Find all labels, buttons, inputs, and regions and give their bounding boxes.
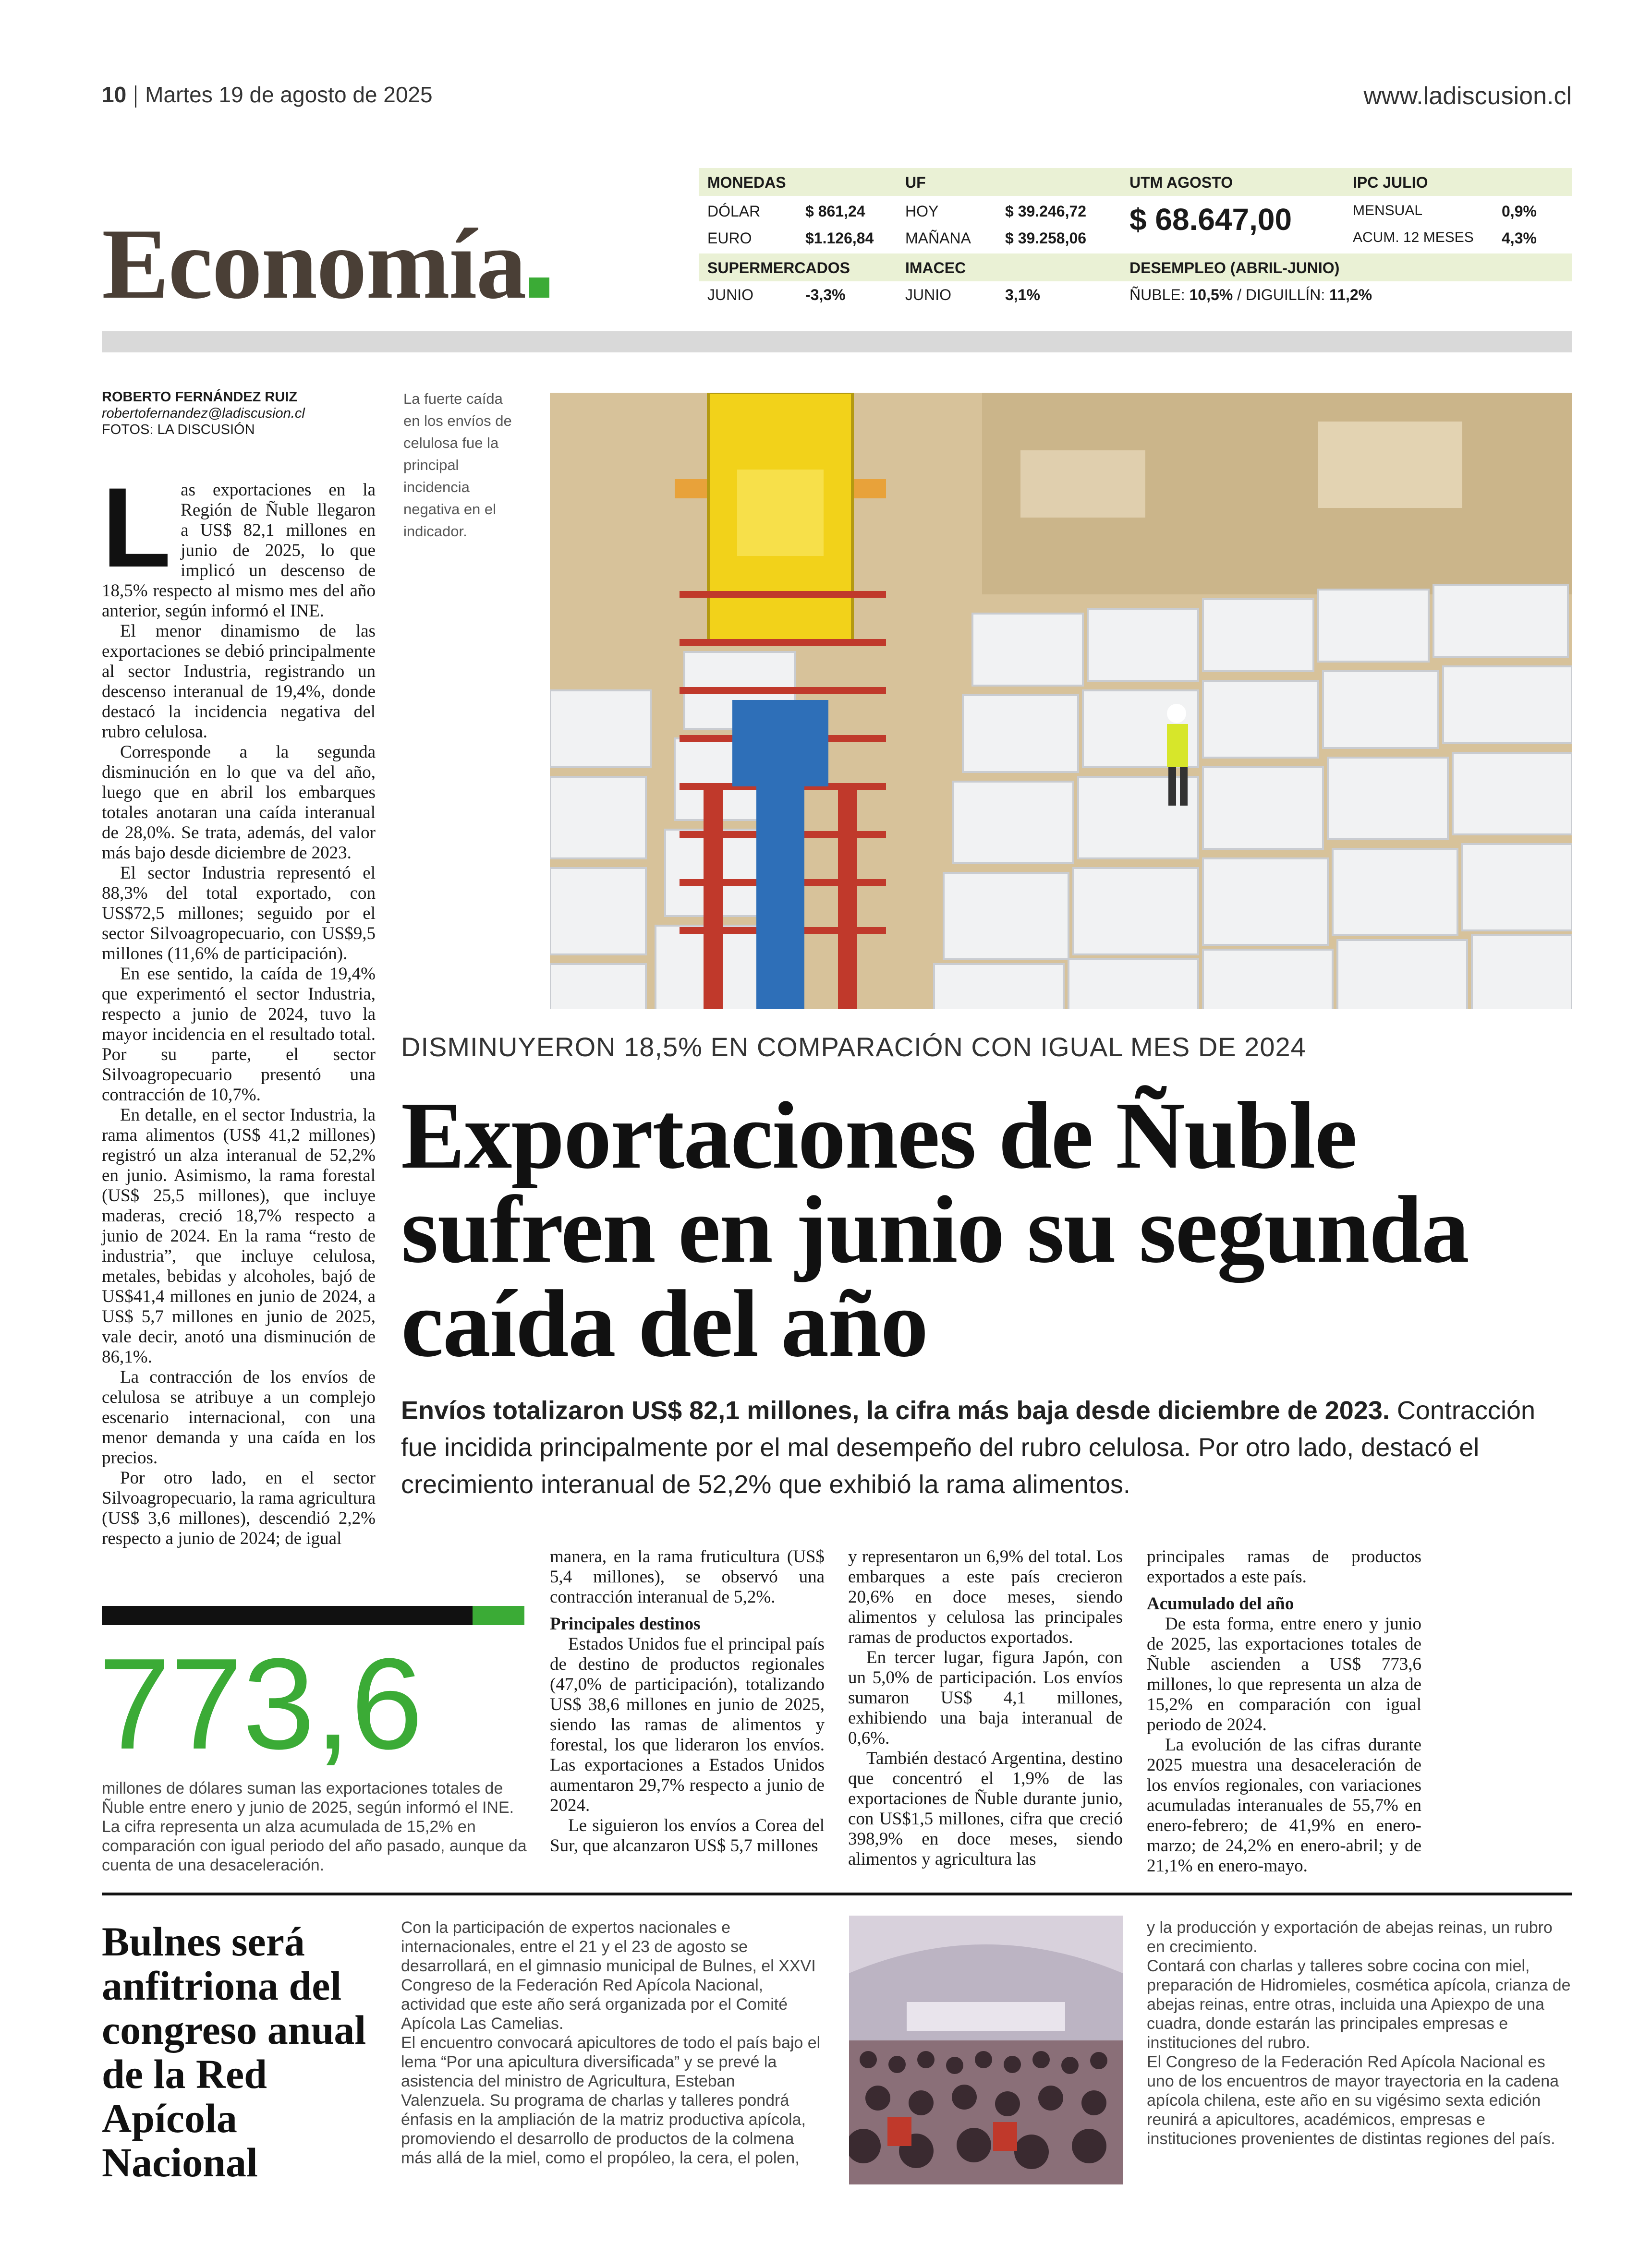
paragraph: principales ramas de productos exportados a este país. bbox=[1147, 1547, 1421, 1587]
paragraph: La evolución de las cifras durante 2025 muestra una desaceleración de los envíos regionales, con variaciones acumuladas interanuales de 55,7% en enero-febrero; de 41,9% en enero-marzo; de 24,2% en enero-abril; y de 21,1% en enero-mayo. bbox=[1147, 1735, 1421, 1876]
paragraph: El sector Industria representó el 88,3% del total exportado, con US$72,5 millones; seguido por el sector Silvoagropecuario, con US$9,5 millones (11,6% de participación). bbox=[102, 863, 376, 964]
stat-number: 773,6 bbox=[98, 1632, 423, 1776]
ipc-label: IPC JULIO bbox=[1353, 174, 1428, 191]
story-divider bbox=[102, 1893, 1572, 1895]
desempleo-values bbox=[1129, 286, 1372, 304]
economic-indicators bbox=[699, 168, 1572, 303]
paragraph: manera, en la rama fruticultura (US$ 5,4 millones), se observó una contracción interanual de 5,2%. bbox=[550, 1547, 825, 1607]
photo-illustration bbox=[550, 393, 1572, 1009]
article-deck bbox=[401, 1392, 1573, 1503]
bulnes-headline: Bulnes será anfitriona del congreso anual de la Red Apícola Nacional bbox=[102, 1918, 366, 2185]
paragraph: y representaron un 6,9% del total. Los embarques a este país crecieron 20,6% en doce meses, siendo alimentos y celulosa las principales ramas de productos exportados. bbox=[848, 1547, 1123, 1647]
article-column-3 bbox=[848, 1547, 1123, 1870]
bulnes-column-2 bbox=[1147, 1918, 1572, 2148]
page-header bbox=[102, 82, 433, 108]
uf-manana-label: MAÑANA bbox=[905, 229, 971, 247]
diguillin-value: 11,2% bbox=[1329, 286, 1372, 303]
article-column-4 bbox=[1147, 1547, 1421, 1876]
ipc-acum-value: 4,3% bbox=[1502, 229, 1537, 247]
photo-caption: La fuerte caída en los envíos de celulosa fue la principal incidencia negativa en el indicador. bbox=[403, 390, 512, 540]
paragraph: En tercer lugar, figura Japón, con un 5,0% de participación. Los envíos sumaron US$ 4,1 millones, exhibiendo una baja interanual de 0,6%. bbox=[848, 1648, 1123, 1748]
uf-manana-value: $ 39.258,06 bbox=[1005, 229, 1087, 247]
ipc-acum-label: ACUM. 12 MESES bbox=[1353, 229, 1474, 245]
supermercados-period: JUNIO bbox=[707, 286, 753, 303]
supermercados-value: -3,3% bbox=[805, 286, 846, 303]
header-divider bbox=[135, 85, 136, 108]
article-column-1 bbox=[102, 464, 376, 1549]
dolar-value: $ 861,24 bbox=[805, 203, 865, 220]
imacec-value: 3,1% bbox=[1005, 286, 1040, 303]
author-email[interactable]: robertofernandez@ladiscusion.cl bbox=[102, 406, 305, 421]
paragraph: Contará con charlas y talleres sobre cocina con miel, preparación de Hidromieles, cosmética apícola, crianza de abejas reinas, entre otras, incluida una Apiexpo de una cuadra, donde estarán las principales empresas e instituciones del rubro. bbox=[1147, 1957, 1571, 2052]
paragraph: También destacó Argentina, destino que concentró el 1,9% de las exportaciones de Ñuble durante junio, con US$1,5 millones, cifra que creció 398,9% en doce meses, siendo alimentos y agricultura las bbox=[848, 1749, 1123, 1869]
deck-text: Contracción fue incidida principalmente por el mal desempeño del rubro celulosa. Por otro lado, destacó el crecimiento interanual de 52,2% que exhibió la rama alimentos. bbox=[401, 1396, 1536, 1499]
page-number: 10 bbox=[102, 82, 127, 107]
uf-label: UF bbox=[905, 174, 926, 191]
deck-lead: Envíos totalizaron US$ 82,1 millones, la cifra más baja desde diciembre de 2023. bbox=[401, 1396, 1390, 1425]
section-divider-bar bbox=[102, 331, 1572, 352]
stat-bar-dark bbox=[102, 1606, 473, 1625]
paragraph: En detalle, en el sector Industria, la rama alimentos (US$ 41,2 millones) registró un alza interanual de 52,2% en junio. Asimismo, la rama forestal (US$ 25,5 millones), que incluye maderas, creció 18,7% respecto a junio de 2024. En la rama “resto de industria”, que incluye celulosa, metales, bebidas y alcoholes, bajó de US$41,4 millones en junio de 2024, a US$ 5,7 millones en junio de 2025, vale decir, anotó una disminución de 86,1%. bbox=[102, 1105, 376, 1367]
nuble-label: ÑUBLE: bbox=[1129, 286, 1185, 303]
uf-hoy-label: HOY bbox=[905, 203, 939, 220]
desempleo-label: DESEMPLEO (ABRIL-JUNIO) bbox=[1129, 259, 1340, 277]
euro-label: EURO bbox=[707, 229, 752, 247]
imacec-label: IMACEC bbox=[905, 259, 966, 277]
drop-cap: L bbox=[102, 464, 171, 591]
diguillin-label: / DIGUILLÍN: bbox=[1237, 286, 1325, 303]
paragraph: El menor dinamismo de las exportaciones se debió principalmente al sector Industria, registrando un descenso interanual de 19,4%, donde destacó la incidencia negativa del rubro celulosa. bbox=[102, 621, 376, 742]
monedas-label: MONEDAS bbox=[707, 174, 786, 191]
crowd-illustration bbox=[849, 1916, 1123, 2184]
uf-hoy-value: $ 39.246,72 bbox=[1005, 203, 1087, 220]
paragraph: Por otro lado, en el sector Silvoagropecuario, la rama agricultura (US$ 3,6 millones), descendió 2,2% respecto a junio de 2024; de igual bbox=[102, 1468, 376, 1548]
paragraph: De esta forma, entre enero y junio de 2025, las exportaciones totales de Ñuble ascienden a US$ 773,6 millones, lo que representa un alza de 15,2% en comparación con igual periodo de 2024. bbox=[1147, 1614, 1421, 1735]
cellulose-warehouse-photo bbox=[550, 393, 1572, 1009]
subhead-destinos: Principales destinos bbox=[550, 1614, 701, 1634]
bulnes-column-1 bbox=[401, 1918, 824, 2168]
subhead-acumulado: Acumulado del año bbox=[1147, 1594, 1294, 1614]
photo-credit: FOTOS: LA DISCUSIÓN bbox=[102, 422, 255, 437]
author-name: ROBERTO FERNÁNDEZ RUIZ bbox=[102, 389, 298, 405]
paragraph: as exportaciones en la Región de Ñuble llegaron a US$ 82,1 millones en junio de 2025, lo que implicó un descenso de 18,5% respecto al mismo mes del año anterior, según informó el INE. bbox=[102, 480, 376, 621]
article-column-2 bbox=[550, 1547, 825, 1856]
dolar-label: DÓLAR bbox=[707, 203, 761, 220]
paragraph: El Congreso de la Federación Red Apícola Nacional es uno de los encuentros de mayor trayectoria en la cadena apícola chilena, este año en su vigésimo sexta edición reunirá a apicultores, académicos, empresas e instituciones provenientes de distintas regiones del país. bbox=[1147, 2053, 1559, 2148]
section-title bbox=[102, 206, 549, 322]
section-title-text: Economía bbox=[102, 208, 526, 320]
ipc-mensual-value: 0,9% bbox=[1502, 203, 1537, 220]
stat-description: millones de dólares suman las exportaciones totales de Ñuble entre enero y junio de 2025, según informó el INE. La cifra representa un alza acumulada de 15,2% en comparación con igual periodo del año pasado, aunque da cuenta de una desaceleración. bbox=[102, 1779, 527, 1874]
euro-value: $1.126,84 bbox=[805, 229, 874, 247]
paragraph: En ese sentido, la caída de 19,4% que experimentó el sector Industria, respecto a junio de 2024, tuvo la mayor incidencia en el resultado total. Por su parte, el sector Silvoagropecuario presentó una contracción de 10,7%. bbox=[102, 964, 376, 1105]
stat-bar-green bbox=[473, 1606, 524, 1625]
paragraph: El encuentro convocará apicultores de todo el país bajo el lema “Por una apicultura diversificada” y se prevé la asistencia del ministro de Agricultura, Esteban Valenzuela. Su programa de charlas y talleres pondrá énfasis en la ampliación de la matriz productiva apícola, promoviendo el desarrollo de productos de la colmena más allá de la miel, como el propóleo, la cera, el polen, bbox=[401, 2034, 821, 2167]
utm-value: $ 68.647,00 bbox=[1129, 202, 1292, 237]
congress-crowd-photo bbox=[849, 1916, 1123, 2184]
paragraph: La contracción de los envíos de celulosa se atribuye a un complejo escenario internacional, con una menor demanda y una caída en los precios. bbox=[102, 1367, 376, 1468]
nuble-value: 10,5% bbox=[1189, 286, 1233, 303]
ipc-mensual-label: MENSUAL bbox=[1353, 203, 1423, 218]
paragraph: Estados Unidos fue el principal país de destino de productos regionales (47,0% de participación), totalizando US$ 38,6 millones en junio de 2025, siendo las ramas de alimentos y forestal, los que lideraron los envíos. Las exportaciones a Estados Unidos aumentaron 29,7% respecto a junio de 2024. bbox=[550, 1634, 825, 1815]
byline bbox=[102, 389, 305, 438]
section-dot bbox=[529, 277, 549, 298]
website-link[interactable]: www.ladiscusion.cl bbox=[1363, 82, 1572, 110]
paragraph: Le siguieron los envíos a Corea del Sur, que alcanzaron US$ 5,7 millones bbox=[550, 1816, 825, 1856]
supermercados-label: SUPERMERCADOS bbox=[707, 259, 850, 277]
utm-label: UTM AGOSTO bbox=[1129, 174, 1233, 191]
imacec-period: JUNIO bbox=[905, 286, 951, 303]
article-headline: Exportaciones de Ñuble sufren en junio su segunda caída del año bbox=[401, 1083, 1469, 1377]
issue-date: Martes 19 de agosto de 2025 bbox=[145, 82, 433, 107]
article-kicker: DISMINUYERON 18,5% EN COMPARACIÓN CON IGUAL MES DE 2024 bbox=[401, 1032, 1306, 1062]
paragraph: Con la participación de expertos nacionales e internacionales, entre el 21 y el 23 de agosto se desarrollará, en el gimnasio municipal de Bulnes, el XXVI Congreso de la Federación Red Apícola Nacional, actividad que este año será organizada por el Comité Apícola Las Camelias. bbox=[401, 1918, 816, 2033]
paragraph: Corresponde a la segunda disminución en lo que va del año, luego que en abril los embarques totales anotaran una caída interanual de 28,0%. Se trata, además, del valor más bajo desde diciembre de 2023. bbox=[102, 742, 376, 863]
paragraph: y la producción y exportación de abejas reinas, un rubro en crecimiento. bbox=[1147, 1918, 1553, 1956]
